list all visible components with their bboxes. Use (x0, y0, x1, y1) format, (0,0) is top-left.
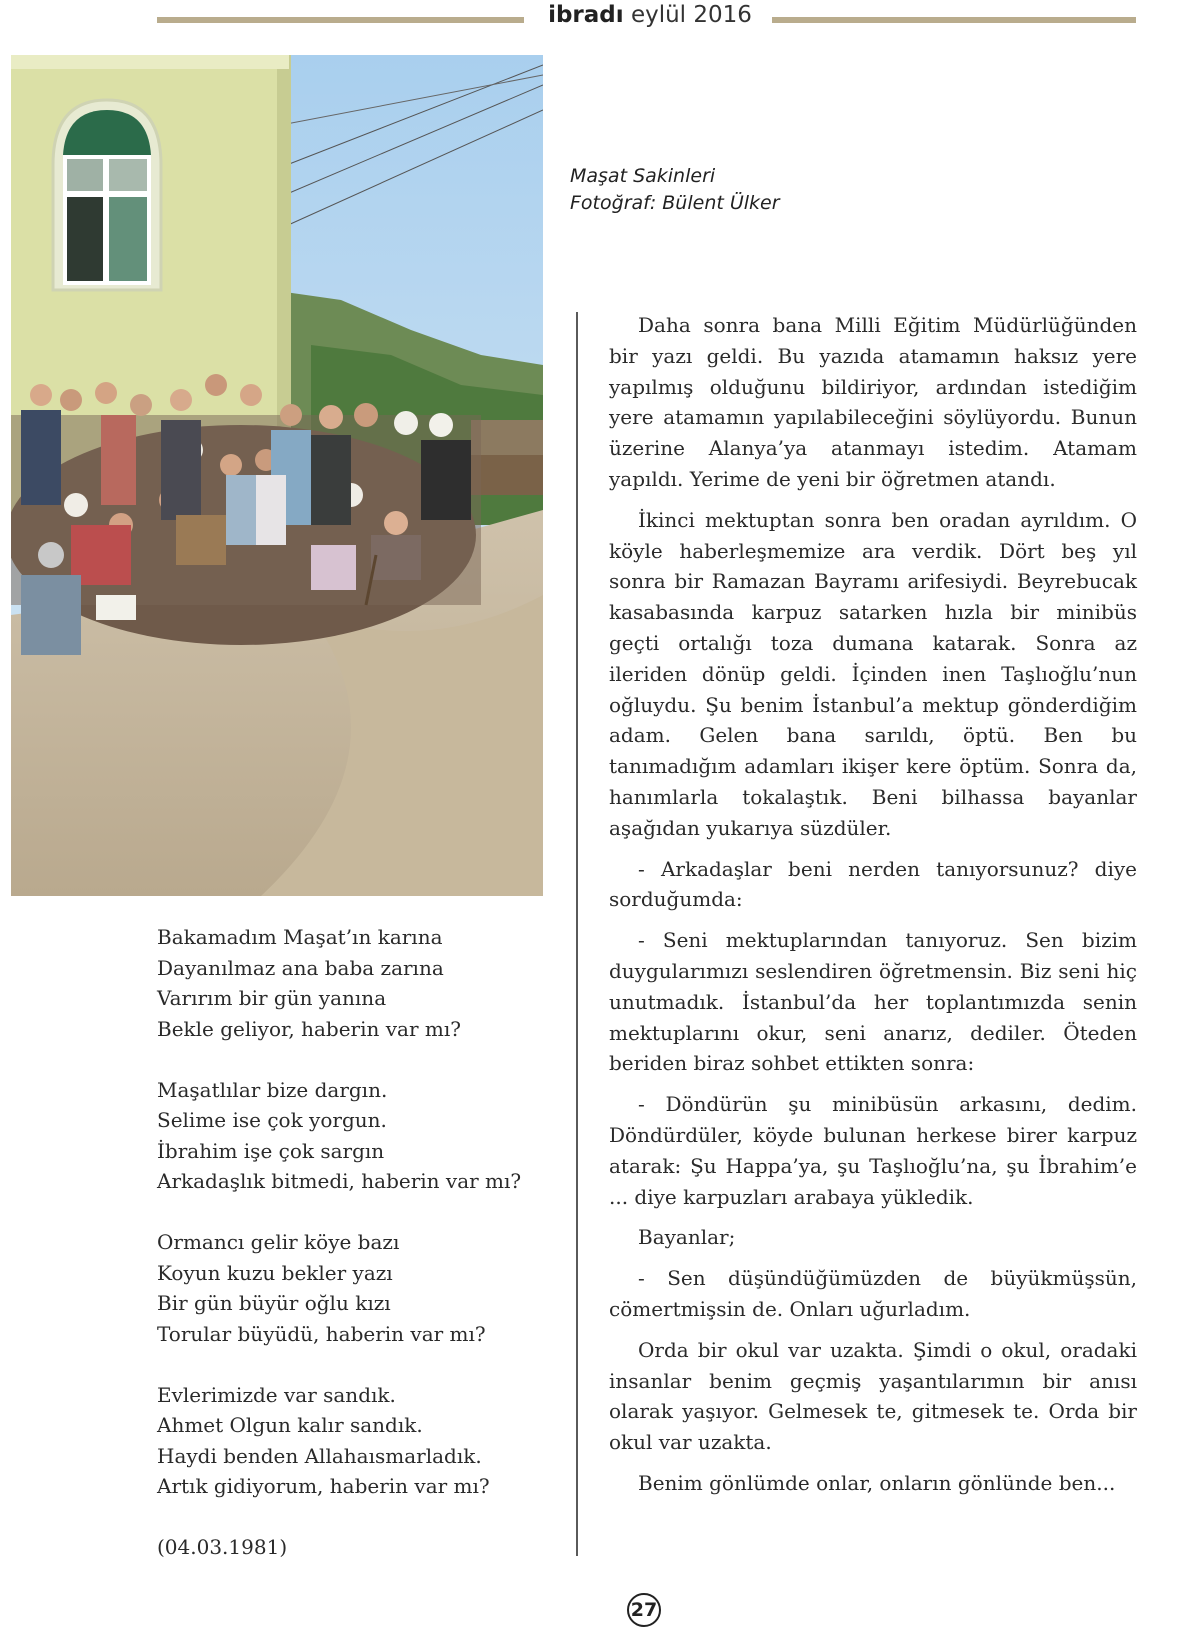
poem-line: Arkadaşlık bitmedi, haberin var mı? (157, 1169, 522, 1193)
column-divider (576, 312, 578, 1556)
article-paragraph: - Sen düşündüğümüzden de büyükmüşsün, cömertmişsin de. Onları uğurladım. (609, 1266, 1137, 1321)
poem-line: Bekle geliyor, haberin var mı? (157, 1016, 461, 1041)
magazine-header (534, 2, 766, 28)
poem-line: Ormancı gelir köye bazı (157, 1230, 400, 1254)
page-number: 27 (627, 1593, 661, 1627)
poem-line: Varırım bir gün yanına (157, 986, 387, 1010)
village-group-photo (11, 55, 543, 896)
poem-line: Haydi benden Allahaısmarladık. (157, 1443, 482, 1468)
photo-caption (570, 163, 780, 217)
caption-credit: Fotoğraf: Bülent Ülker (570, 192, 780, 214)
article-paragraph: Bayanlar; (638, 1225, 736, 1250)
poem-line: Selime ise çok yorgun. (157, 1108, 387, 1132)
poem-stanza (157, 1380, 557, 1502)
poem-line: Evlerimizde var sandık. (157, 1382, 396, 1407)
article-paragraph: İkinci mektuptan sonra ben oradan ayrıldım. O köyle haberleşmemize ara verdik. Dört beş yıl sonra bir Ramazan Bayramı arifesiydi. Beyrebucak kasabasında karpuz satarken hızla bir minibüs geçti ortalığı toza dumana katarak. Sonra az ileriden dönüp geldi. İçinden inen Taşlıoğlu’nun oğluydu. Şu benim İstanbul’a mektup gönderdiğim adam. Gelen bana sarıldı, öptü. Ben bu tanımadığım adamları ikişer kere öptüm. Sonra da, hanımlarla tokalaştık. Beni bilhassa bayanlar aşağıdan yukarıya süzdüler. (609, 507, 1137, 840)
article-paragraph: Orda bir okul var uzakta. Şimdi o okul, oradaki insanlar benim geçmiş yaşantılarımın bir anısı olarak yaşıyor. Gelmesek te, gitmesek te. Orda bir okul var uzakta. (609, 1337, 1137, 1455)
poem (157, 922, 557, 1563)
poem-stanza (157, 1227, 557, 1349)
article-paragraph: - Döndürün şu minibüsün arkasını, dedim. Döndürdüler, köyde bulunan herkese birer karpuz atarak: Şu Happa’ya, şu Taşlıoğlu’na, şu İbrahim’e ... diye karpuzları arabaya yükledik. (609, 1092, 1137, 1209)
issue-date: eylül 2016 (630, 2, 752, 28)
caption-title: Maşat Sakinleri (570, 165, 716, 187)
poem-line: Torular büyüdü, haberin var mı? (157, 1321, 486, 1346)
poem-stanza (157, 1075, 557, 1197)
poem-line: Dayanılmaz ana baba zarına (157, 955, 444, 980)
poem-line: Bir gün büyür oğlu kızı (157, 1291, 391, 1315)
article-paragraph: Benim gönlümde onlar, onların gönlünde ben... (638, 1470, 1116, 1495)
poem-line: Maşatlılar bize dargın. (157, 1077, 388, 1102)
poem-stanza (157, 922, 557, 1044)
poem-line: Artık gidiyorum, haberin var mı? (157, 1474, 490, 1498)
poem-line: Ahmet Olgun kalır sandık. (157, 1413, 423, 1437)
article-paragraph: - Seni mektuplarından tanıyoruz. Sen bizim duygularımızı seslendiren öğretmensin. Biz seni hiç unutmadık. İstanbul’da her toplantımızda senin mektuplarını okur, seni anarız, dediler. Öteden beriden biraz sohbet ettikten sonra: (609, 928, 1137, 1076)
poem-line: Koyun kuzu bekler yazı (157, 1260, 393, 1285)
article-body (609, 310, 1137, 1509)
poem-line: İbrahim işe çok sargın (157, 1138, 385, 1163)
article-paragraph: - Arkadaşlar beni nerden tanıyorsunuz? diye sorduğumda: (609, 856, 1137, 912)
header-rule-left (157, 17, 524, 23)
poem-date: (04.03.1981) (157, 1535, 288, 1559)
article-paragraph: Daha sonra bana Milli Eğitim Müdürlüğünden bir yazı geldi. Bu yazıda atamamın haksız yere yapılmış olduğunu bildiriyor, ardından istediğim yere atamamın yapılabileceğini söylüyordu. Bunun üzerine Alanya’ya atanmayı istedim. Atamam yapıldı. Yerime de yeni bir öğretmen atandı. (609, 313, 1137, 491)
poem-line: Bakamadım Maşat’ın karına (157, 925, 443, 949)
magazine-brand: ibradı (548, 2, 624, 28)
header-rule-right (772, 17, 1136, 23)
